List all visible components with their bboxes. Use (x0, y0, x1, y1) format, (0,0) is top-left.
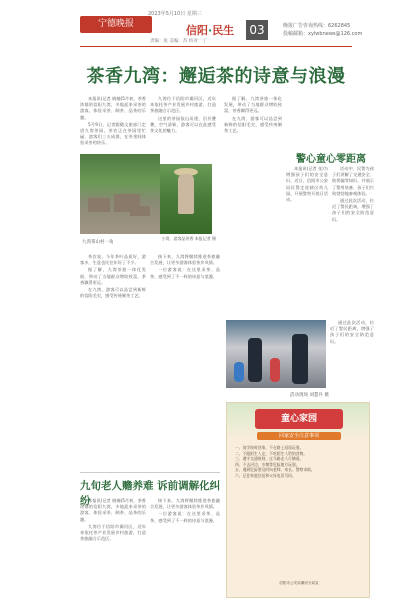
article-paragraph: 通过此次活动，拉近了警民距离，增强了孩子们的安全防范意识。 (332, 198, 374, 222)
page-number: 03 (246, 20, 268, 40)
bottom-article-column-2 (150, 498, 220, 602)
section-city: 信阳 (186, 24, 208, 37)
article-paragraph: 活动中，民警为孩子们讲解了交通安全、防拐骗等知识，并展示了警用装备，孩子们兴致勃勃地参观体验。 (332, 166, 374, 196)
right-article-column-1 (286, 166, 328, 316)
section-name (186, 22, 234, 38)
article-paragraph: 一位游客说：在这里采茶、品茶，感受到了不一样的诗意与浪漫。 (150, 267, 220, 279)
header-divider (80, 46, 352, 47)
article-paragraph: 茶农说，今年茶叶品质好，游客多，生意也比往年好了不少。 (80, 254, 146, 266)
article-paragraph: 一位游客说：在这里采茶、品茶，感受到了不一样的诗意与浪漫。 (150, 511, 220, 523)
article-paragraph: 本报讯(记者 晓楠)5月初，茶香浓郁的信阳九湾，多地迎来采茶的游客，体验采茶、制茶、品茶的乐趣。 (80, 96, 146, 120)
article-paragraph: 据了解，九湾茶旅一体化发展，带动了当地群众增收致富，茶香飘得更远。 (80, 267, 146, 285)
right-article-headline: 警心童心零距离 (296, 154, 366, 165)
article-column-4 (150, 254, 220, 466)
submission-email: 投稿邮箱：xylwbnews@126.com (283, 31, 363, 37)
poster-item: 六、记住家庭住址和父母电话号码。 (235, 472, 296, 478)
police-photo-caption: 活动现场 刘慧丹 摄 (290, 393, 329, 398)
poster-subtitle: 回家安全注意事项 (257, 432, 341, 440)
article-paragraph: 在九湾，游客可以品尝到新鲜的信阳毛尖，感受传统制茶工艺。 (80, 287, 146, 299)
bottom-article-column-1 (80, 498, 146, 602)
poster-item: 一、放学按时回家，不在路上逗留玩耍。 (235, 445, 304, 450)
right-article-column-2 (332, 166, 374, 316)
poster-item: 五、遇到危险要及时向老师、家长、警察求助。 (235, 467, 315, 473)
ad-hotline: 晚报广告咨询热线：6262845 (283, 23, 351, 29)
article-paragraph: 本报讯(记者 晓楠)5月初，茶香浓郁的信阳九湾，多地迎来采茶的游客，体验采茶、制茶、品茶的乐趣。 (80, 498, 146, 522)
poster-footer: 信阳市公安局浉河分局宣 (279, 581, 319, 585)
poster-title: 童心家园 (255, 409, 343, 429)
poster-item: 二、不跟陌生人走，不吃陌生人给的食物。 (235, 450, 308, 456)
article-paragraph: 5月9日，记者跟随文旅部门走进九湾茶园，茶农正在茶园里忙碌，游客们三五成群，在茶垄间体验采茶的快乐。 (80, 121, 146, 146)
article-column-2 (150, 96, 216, 162)
article-column-3 (80, 254, 146, 466)
tea-picking-photo (160, 164, 212, 234)
poster-item: 三、遵守交通规则，过马路走人行横道。 (235, 456, 304, 462)
bottom-article-headline: 九旬老人赡养难 诉前调解化纠纷 (80, 480, 221, 507)
article-paragraph: 接下来，九湾将继续推进茶旅融合发展，让更多游客体验茶乡风情。 (150, 254, 220, 266)
section-separator: · (208, 24, 213, 37)
main-headline: 茶香九湾：邂逅茶的诗意与浪漫 (86, 66, 346, 87)
article-paragraph: 本报讯(记者 张)为增强孩子们的安全意识，近日，信阳市公安局民警走进辖区幼儿园，开展警营开放日活动。 (286, 166, 328, 203)
issue-date: 2023年5月10日 星期三 (148, 11, 202, 17)
article-paragraph: 九湾位于信阳市浉河区，近年来依托茶产业发展乡村旅游，打造茶旅融合示范区。 (150, 96, 216, 114)
village-photo (80, 154, 160, 234)
poster-item: 四、不去河边、水塘等危险地方玩耍。 (235, 461, 300, 467)
contact-info (283, 22, 362, 38)
article-paragraph: 在九湾，游客可以品尝到新鲜的信阳毛尖，感受传统制茶工艺。 (224, 115, 282, 134)
article-paragraph: 接下来，九湾将继续推进茶旅融合发展，让更多游客体验茶乡风情。 (150, 498, 220, 510)
safety-poster (226, 402, 370, 598)
poster-body (235, 445, 363, 479)
right-article-column-3 (330, 320, 374, 388)
article-column-1 (80, 96, 146, 152)
page-header (0, 0, 410, 48)
article-paragraph: 九湾位于信阳市浉河区，近年来依托茶产业发展乡村旅游，打造茶旅融合示范区。 (80, 523, 146, 542)
article-paragraph: 据了解，九湾茶旅一体化发展，带动了当地群众增收致富，茶香飘得更远。 (224, 96, 282, 114)
section-sub: 民生 (212, 24, 235, 37)
article-paragraph: 通过此次活动，拉近了警民距离，增强了孩子们的安全防范意识。 (330, 320, 374, 344)
tea-photo-caption: 小湾，游客品茶香 本报记者 摄 (161, 236, 216, 241)
editor-credits: 责编：张 美编：苏 校对：丁 (150, 39, 207, 44)
police-visit-photo (226, 320, 326, 388)
section-divider (80, 472, 220, 473)
village-photo-caption: 九湾茶山村一角 (82, 240, 114, 245)
article-column-5 (224, 96, 282, 312)
article-paragraph: 这里的茶园依山而建，层层叠叠，空气清新，游客可以在此感受茶文化的魅力。 (150, 115, 216, 134)
newspaper-logo: 宁德晚报 (80, 16, 152, 33)
